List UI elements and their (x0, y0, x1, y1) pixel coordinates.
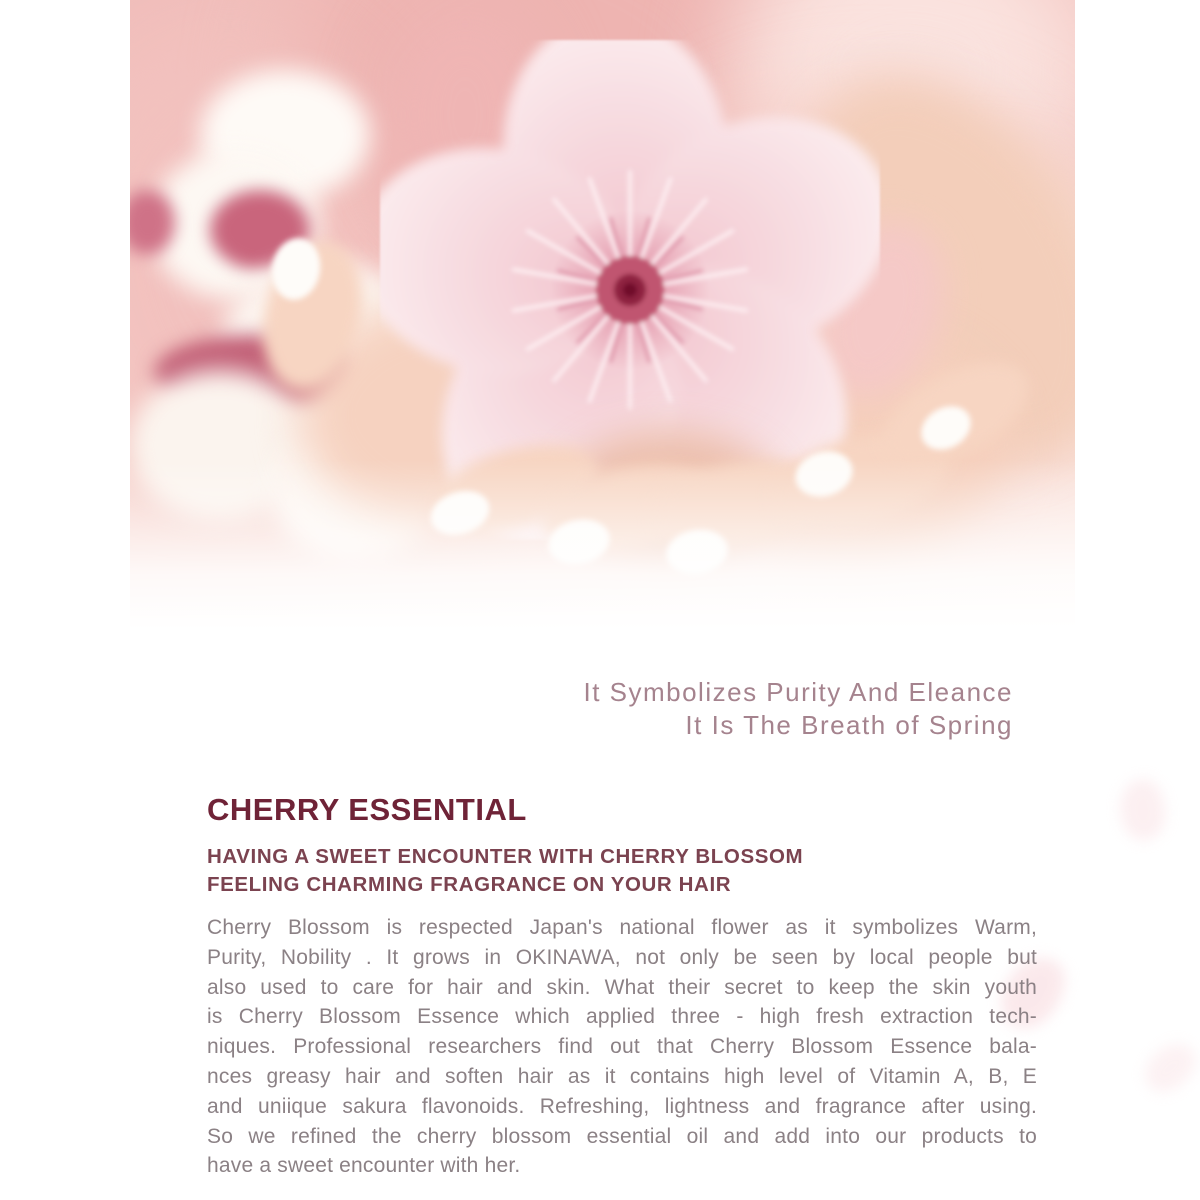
falling-petal (1137, 1034, 1200, 1102)
page-title: CHERRY ESSENTIAL (207, 792, 527, 827)
body-line: is Cherry Blossom Essence which applied three - high fresh extraction tech- (207, 1005, 1037, 1029)
body-line: So we refined the cherry blossom essential oil and add into our products to (207, 1124, 1037, 1148)
body-line: Purity, Nobility . It grows in OKINAWA, not only be seen by local people but (207, 945, 1037, 969)
body-line: also used to care for hair and skin. What their secret to keep the skin youth (207, 975, 1037, 999)
body-paragraph (207, 913, 1037, 1181)
tagline (583, 676, 1013, 742)
finger (645, 448, 841, 560)
body-line: nces greasy hair and soften hair as it contains high level of Vitamin A, B, E (207, 1064, 1037, 1088)
subtitle (207, 843, 803, 898)
subtitle-line2: FEELING CHARMING FRAGRANCE ON YOUR HAIR (207, 872, 732, 896)
finger (534, 452, 726, 565)
body-line: Cherry Blossom is respected Japan's national flower as it symbolizes Warm, (207, 916, 1037, 939)
fingernail (663, 525, 731, 578)
fingernail (544, 514, 614, 570)
body-line: niques. Professional researchers find out that Cherry Blossom Essence bala- (207, 1035, 1037, 1059)
cherry-blossom-flower (380, 40, 880, 540)
hands-holding-cherry-blossom-photo (130, 0, 1075, 645)
subtitle-line1: HAVING A SWEET ENCOUNTER WITH CHERRY BLOSSOM (207, 845, 804, 868)
body-line: and uniique sakura flavonoids. Refreshing, lightness and fragrance after using. (207, 1094, 1037, 1118)
finger-shadow (560, 430, 780, 560)
falling-petal (1113, 775, 1172, 845)
white-flower-cluster (130, 370, 310, 520)
body-line: have a sweet encounter with her. (207, 1154, 521, 1178)
tagline-line2: It Is The Breath of Spring (685, 710, 1013, 740)
tagline-line1: It Symbolizes Purity And Eleance (583, 677, 1013, 707)
fingernail (425, 484, 495, 542)
